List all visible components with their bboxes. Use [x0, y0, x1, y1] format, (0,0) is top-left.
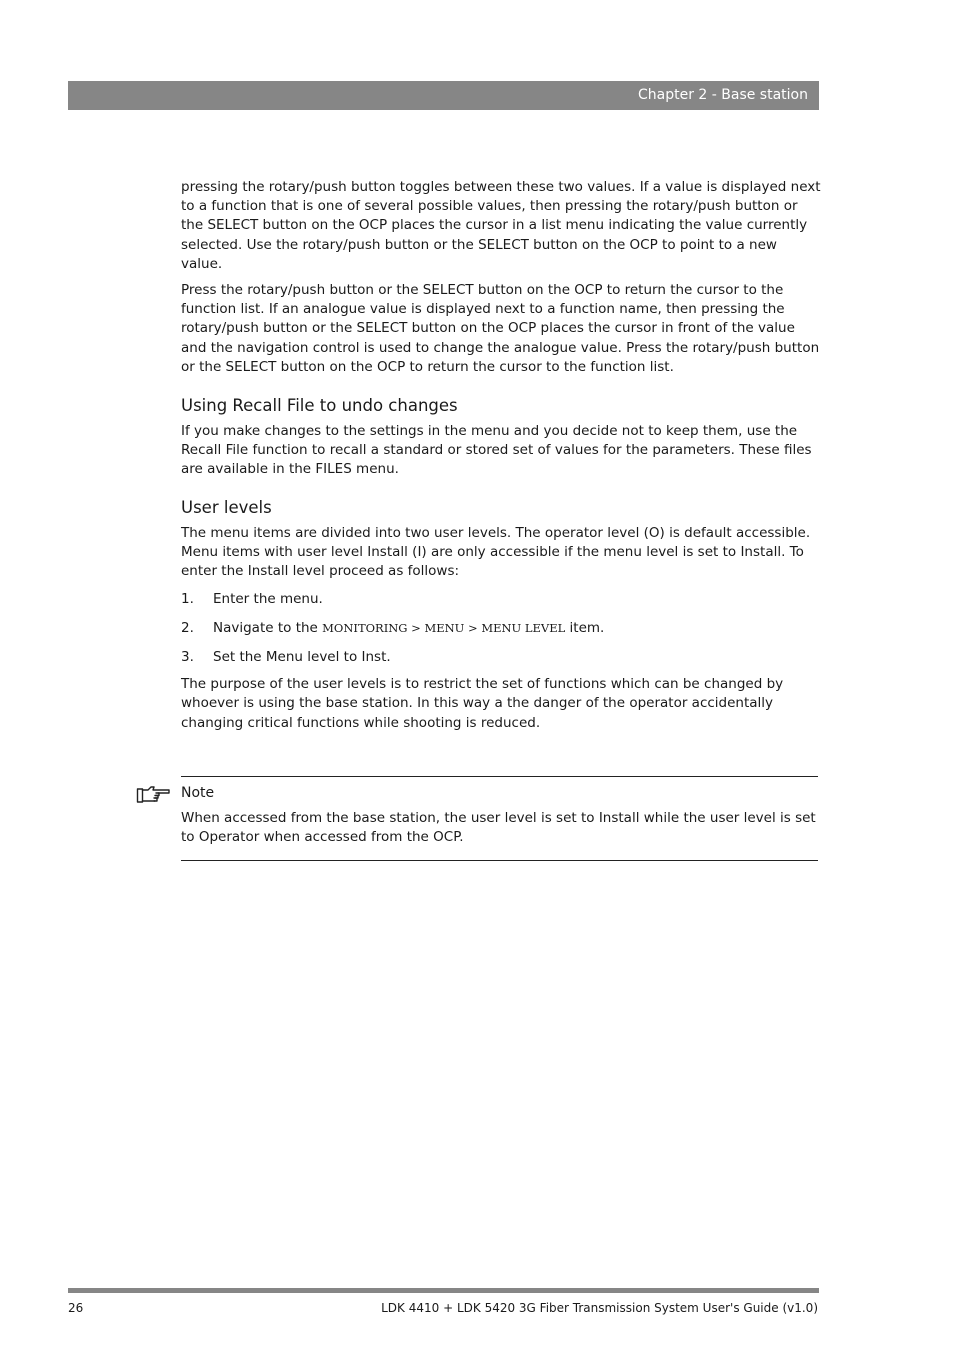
step-list	[181, 590, 821, 667]
note-text-a: When accessed from the base station, the user level is set to	[181, 810, 599, 826]
step-text-post: .	[386, 649, 391, 666]
step-item	[181, 590, 821, 609]
step-item	[181, 648, 821, 667]
chapter-header	[68, 81, 819, 110]
section-heading-recall: Using Recall File to undo changes	[181, 396, 458, 416]
operator-term: Operator	[198, 829, 260, 846]
install-term: Install	[598, 810, 640, 826]
chapter-title: Chapter 2 - Base station	[637, 87, 808, 103]
note-title: Note	[181, 785, 215, 801]
purpose-paragraph: The purpose of the user levels is to restrict the set of functions which can be changed by whoever is using the base station. In this way a the danger of the operator accidentally changing critical functions while shooting is reduced.	[181, 676, 784, 731]
user-levels-text-a: The menu items are divided into two user levels. The operator level (O) is default accessible. Menu items with user level Install (I) are only accessible if the menu level is set to	[181, 524, 811, 560]
section-heading-user-levels: User levels	[181, 497, 272, 517]
note-text-e: when accessed from the OCP.	[259, 829, 464, 846]
note-box	[181, 776, 818, 861]
install-term: Install	[740, 543, 782, 560]
menu-path: MONITORING > MENU > MENU LEVEL	[322, 621, 566, 636]
step-item	[181, 619, 821, 638]
recall-paragraph: If you make changes to the settings in the menu and you decide not to keep them, use the Recall File function to recall a standard or stored set of values for the parameters. These files are available in the FILES menu.	[181, 423, 812, 478]
footer-rule	[68, 1288, 819, 1293]
step-text: Enter the menu.	[213, 591, 323, 608]
user-levels-text-c: . To enter the Install level proceed as follows:	[181, 543, 804, 580]
step-text-pre: Navigate to the	[213, 620, 323, 637]
pointing-hand-icon	[136, 784, 172, 806]
step-text-post: item.	[565, 620, 605, 637]
note-text-c: while the user level is set to	[181, 810, 816, 846]
step-text-pre: Set the Menu level to	[213, 649, 362, 666]
body-paragraph-2: Press the rotary/push button or the SELECT button on the OCP to return the cursor to the function list. If an analogue value is displayed next to a function name, then pressing the rotary/push button or the SELECT button on the OCP places the cursor in front of the value and the navigation control is used to change the analogue value. Press the rotary/push button or the SELECT button on the OCP to return the cursor to the function list.	[181, 282, 820, 375]
page-content	[181, 178, 821, 733]
menu-level-value: Inst	[361, 649, 387, 666]
step-number: 3.	[181, 649, 194, 666]
body-paragraph-1: pressing the rotary/push button toggles between these two values. If a value is displayed next to a function that is one of several possible values, then pressing the rotary/push button or the SELECT button on the OCP places the cursor in a list menu indicating the value currently selected. Use the rotary/push button or the SELECT button on the OCP to point to a new value.	[181, 179, 821, 272]
step-number: 1.	[181, 591, 194, 608]
document-title: LDK 4410 + LDK 5420 3G Fiber Transmission System User's Guide (v1.0)	[381, 1301, 818, 1315]
page-number: 26	[68, 1301, 84, 1315]
note-text	[181, 809, 818, 847]
user-levels-paragraph	[181, 524, 821, 582]
step-number: 2.	[181, 620, 194, 637]
